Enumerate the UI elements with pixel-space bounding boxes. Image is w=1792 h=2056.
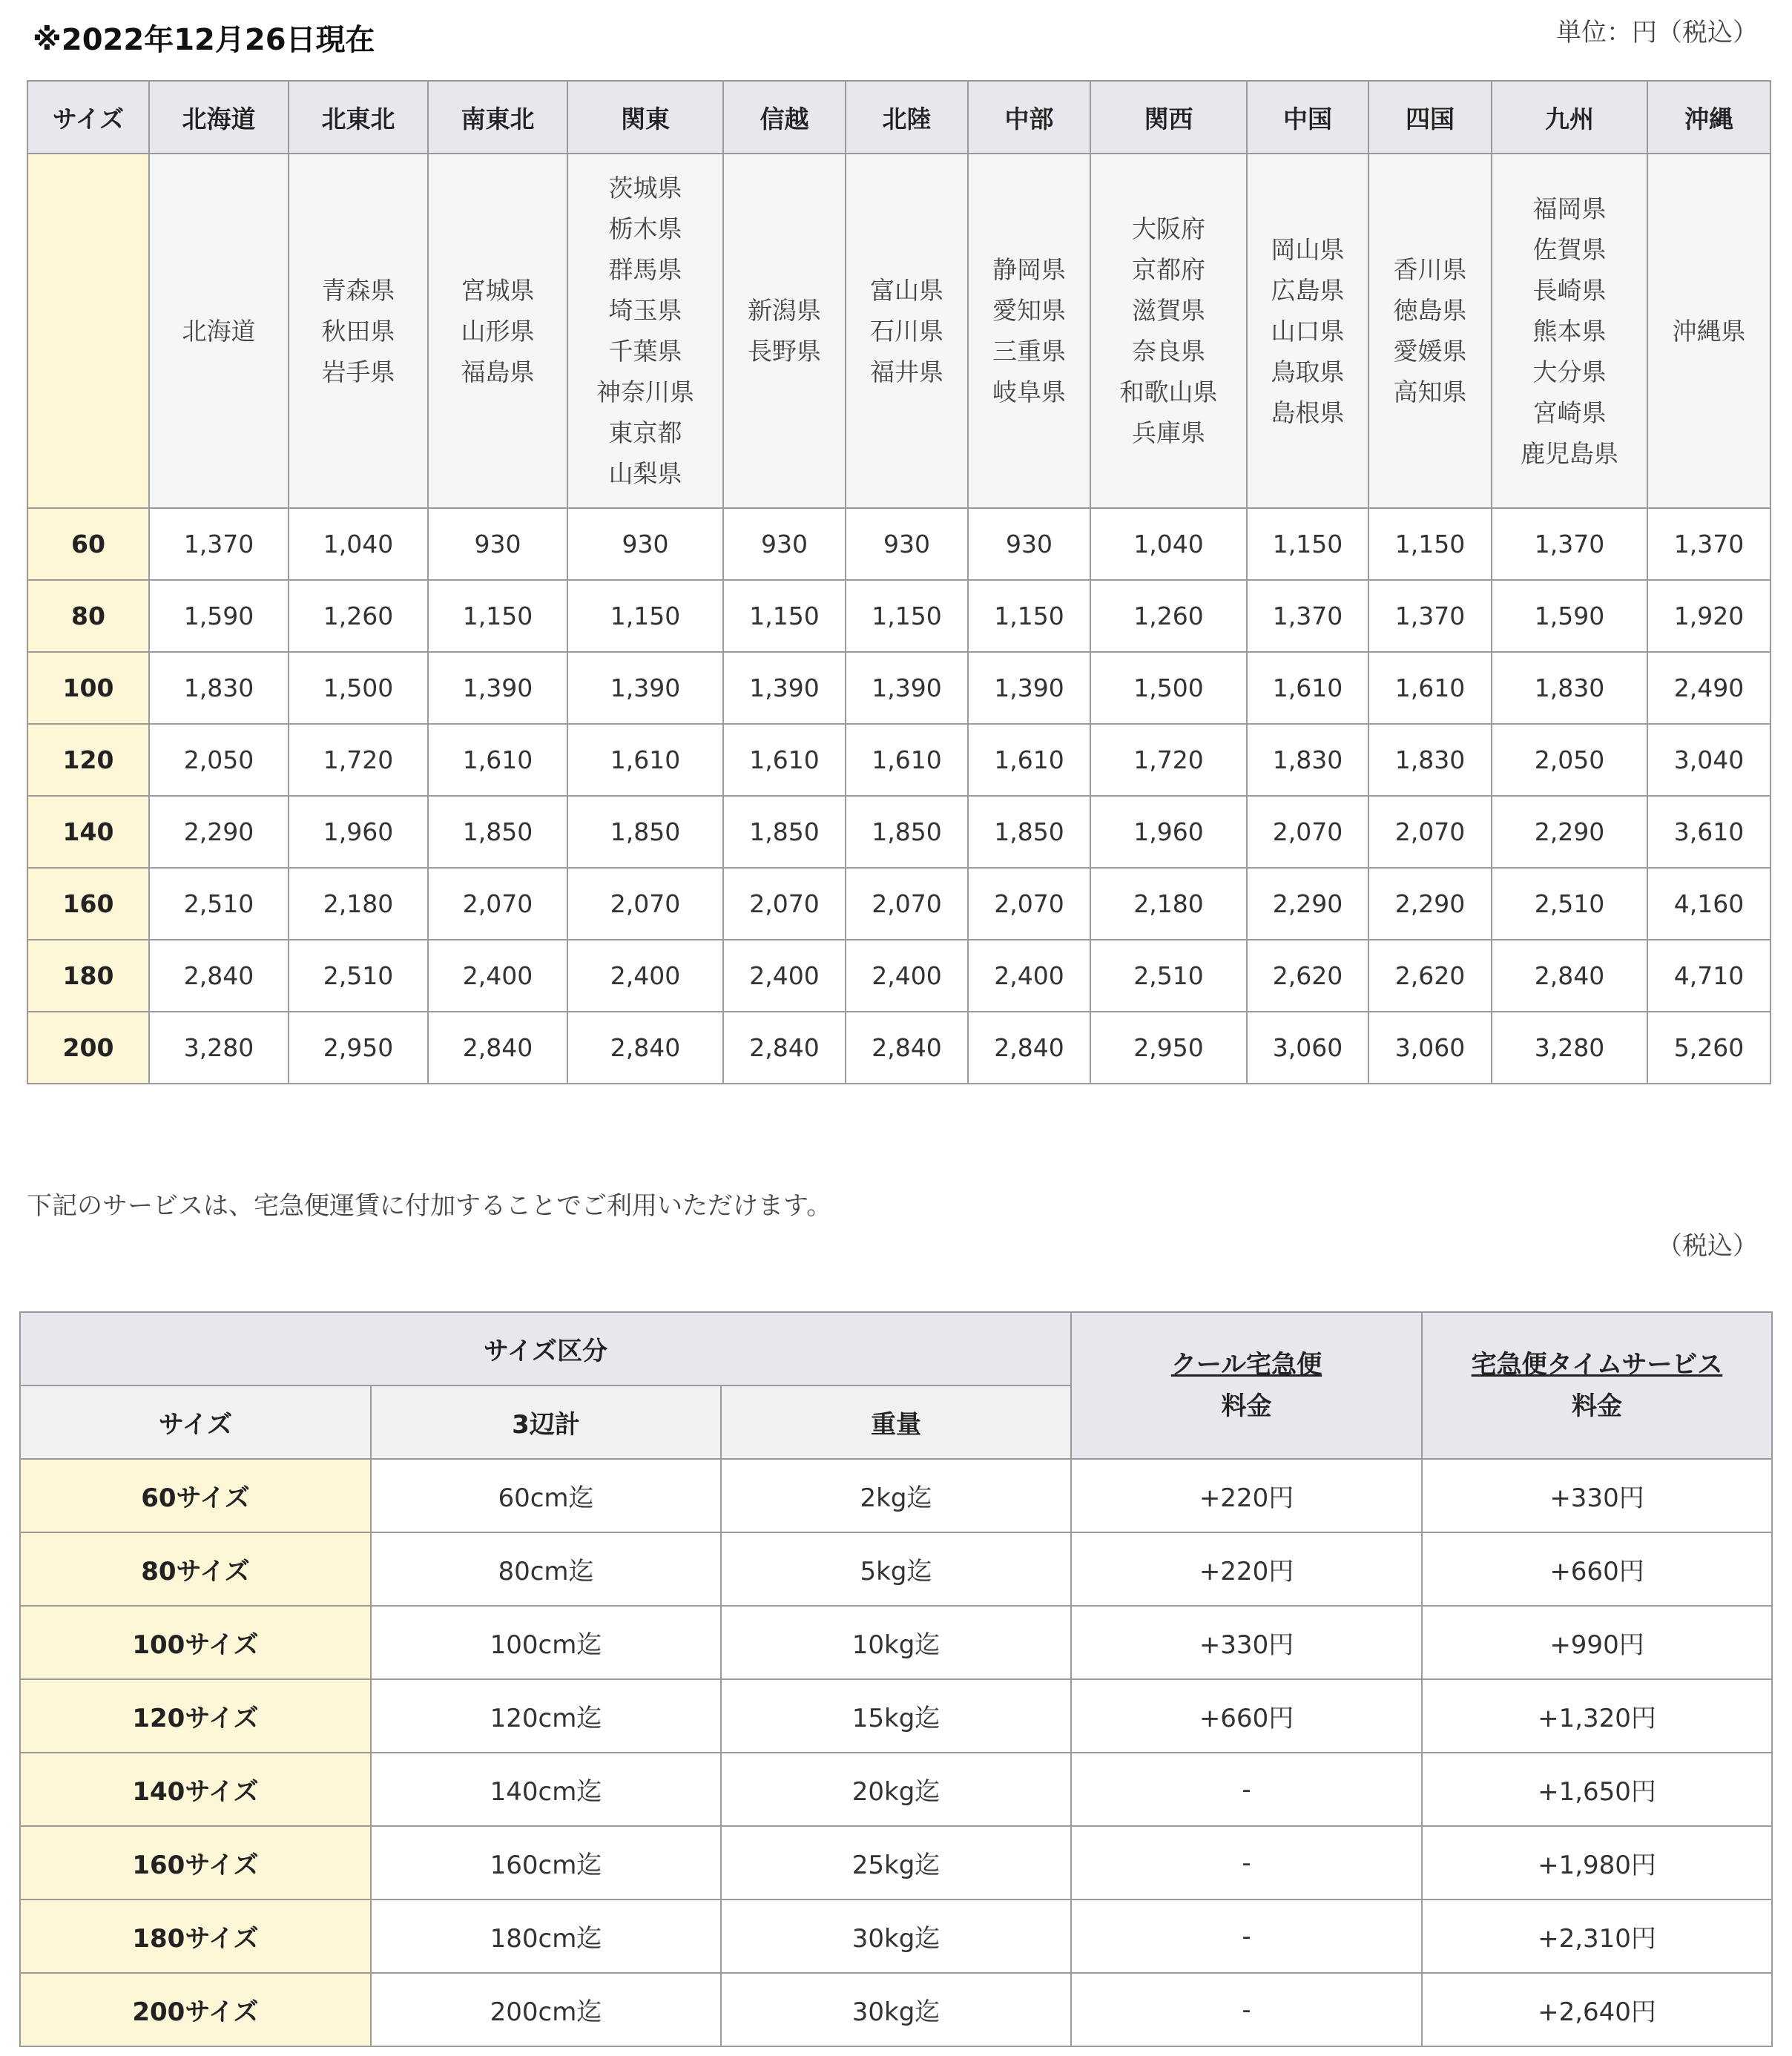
- option-size-cell: 80サイズ: [20, 1532, 371, 1606]
- prefecture-list-cell: [428, 154, 567, 508]
- rate-cell: 1,390: [968, 652, 1090, 724]
- rate-cell: 2,070: [1368, 796, 1492, 868]
- region-header: 関西: [1090, 81, 1247, 154]
- time-fee-cell: +330円: [1422, 1459, 1772, 1532]
- rate-cell: 1,610: [428, 724, 567, 796]
- rate-cell: 1,610: [723, 724, 846, 796]
- region-header: 北海道: [149, 81, 289, 154]
- prefecture-name: 神奈川県: [596, 378, 694, 406]
- rate-cell: 3,060: [1247, 1012, 1368, 1084]
- cool-fee-cell: +220円: [1071, 1532, 1422, 1606]
- rate-cell: 1,850: [968, 796, 1090, 868]
- weight-cell: 30kg迄: [721, 1900, 1071, 1973]
- rate-cell: 2,620: [1368, 940, 1492, 1012]
- rate-cell: 3,040: [1647, 724, 1770, 796]
- rate-cell: 2,400: [968, 940, 1090, 1012]
- size-cell: 60: [27, 508, 149, 580]
- rate-cell: 1,960: [1090, 796, 1247, 868]
- region-header: 北東北: [289, 81, 428, 154]
- rate-cell: 1,830: [1247, 724, 1368, 796]
- rate-cell: 1,500: [289, 652, 428, 724]
- rate-cell: 2,840: [846, 1012, 968, 1084]
- rate-row: [27, 580, 1770, 652]
- region-header: 沖縄: [1647, 81, 1770, 154]
- rate-table-header-row: [27, 81, 1770, 154]
- prefecture-list-cell: [968, 154, 1090, 508]
- prefecture-name: 鹿児島県: [1521, 438, 1618, 468]
- region-header: 中部: [968, 81, 1090, 154]
- prefecture-name: 宮崎県: [1532, 398, 1607, 427]
- rate-cell: 2,180: [1090, 868, 1247, 940]
- prefecture-name: 秋田県: [321, 316, 395, 346]
- rate-cell: 2,510: [149, 868, 289, 940]
- time-fee-cell: +2,310円: [1422, 1900, 1772, 1973]
- prefecture-name: 和歌山県: [1119, 378, 1218, 406]
- rate-cell: 1,040: [289, 508, 428, 580]
- prefecture-name: 大分県: [1532, 357, 1607, 386]
- option-row: [20, 1753, 1772, 1826]
- prefecture-name: 東京都: [608, 418, 682, 447]
- rate-cell: 2,840: [567, 1012, 723, 1084]
- prefecture-list-cell: [1368, 154, 1492, 508]
- rate-cell: 2,400: [428, 940, 567, 1012]
- region-header: 北陸: [846, 81, 968, 154]
- option-size-cell: 140サイズ: [20, 1753, 371, 1826]
- rate-cell: 2,400: [723, 940, 846, 1012]
- rate-row: [27, 1012, 1770, 1084]
- as-of-date: ※2022年12月26日現在: [33, 23, 375, 57]
- cool-fee-cell: +330円: [1071, 1606, 1422, 1679]
- weight-cell: 15kg迄: [721, 1679, 1071, 1753]
- rate-cell: 1,610: [567, 724, 723, 796]
- size-header: サイズ: [20, 1386, 371, 1459]
- prefecture-name: 静岡県: [992, 255, 1066, 284]
- size-cell: 160: [27, 868, 149, 940]
- prefecture-name: 島根県: [1271, 398, 1345, 427]
- rate-cell: 3,060: [1368, 1012, 1492, 1084]
- rate-cell: 1,390: [428, 652, 567, 724]
- option-service-table: [19, 1311, 1773, 2047]
- dimension-cell: 140cm迄: [371, 1753, 721, 1826]
- prefecture-name: 大阪府: [1132, 214, 1205, 243]
- option-size-cell: 180サイズ: [20, 1900, 371, 1973]
- size-cell: 180: [27, 940, 149, 1012]
- rate-cell: 2,840: [428, 1012, 567, 1084]
- rate-cell: 1,920: [1647, 580, 1770, 652]
- prefecture-list-cell: [723, 154, 846, 508]
- prefecture-name: 香川県: [1393, 255, 1467, 284]
- prefecture-name: 沖縄県: [1672, 316, 1746, 346]
- rate-header-size: サイズ: [27, 81, 149, 154]
- region-header: 南東北: [428, 81, 567, 154]
- rate-cell: 2,400: [846, 940, 968, 1012]
- option-row: [20, 1826, 1772, 1900]
- rate-cell: 1,370: [1247, 580, 1368, 652]
- rate-cell: 1,150: [846, 580, 968, 652]
- prefecture-name: 千葉県: [608, 337, 682, 366]
- weight-header: 重量: [721, 1386, 1071, 1459]
- option-row: [20, 1606, 1772, 1679]
- prefecture-name: 三重県: [992, 337, 1066, 366]
- size-cell: 80: [27, 580, 149, 652]
- rate-cell: 1,610: [968, 724, 1090, 796]
- rate-cell: 2,510: [1090, 940, 1247, 1012]
- rate-cell: 3,280: [1492, 1012, 1647, 1084]
- cool-fee-label: 料金: [1221, 1391, 1272, 1421]
- unit-label: 単位：円（税込）: [1556, 18, 1758, 47]
- weight-cell: 10kg迄: [721, 1606, 1071, 1679]
- rate-cell: 930: [428, 508, 567, 580]
- size-category-header: サイズ区分: [20, 1312, 1071, 1386]
- prefecture-name: 北海道: [182, 316, 256, 346]
- rate-cell: 2,070: [723, 868, 846, 940]
- dimension-cell: 100cm迄: [371, 1606, 721, 1679]
- rate-row: [27, 940, 1770, 1012]
- prefecture-list-cell: [846, 154, 968, 508]
- rate-cell: 1,150: [723, 580, 846, 652]
- option-size-cell: 60サイズ: [20, 1459, 371, 1532]
- rate-cell: 2,290: [1368, 868, 1492, 940]
- dimension-header: 3辺計: [371, 1386, 721, 1459]
- size-cell: 200: [27, 1012, 149, 1084]
- dimension-cell: 200cm迄: [371, 1973, 721, 2046]
- time-fee-cell: +990円: [1422, 1606, 1772, 1679]
- prefecture-name: 福岡県: [1532, 194, 1607, 223]
- rate-cell: 2,050: [1492, 724, 1647, 796]
- cool-fee-cell: +660円: [1071, 1679, 1422, 1753]
- rate-cell: 1,040: [1090, 508, 1247, 580]
- prefecture-name: 長崎県: [1532, 275, 1607, 305]
- rate-cell: 2,290: [149, 796, 289, 868]
- rate-cell: 1,390: [567, 652, 723, 724]
- time-service-header: [1422, 1312, 1772, 1459]
- rate-cell: 1,720: [289, 724, 428, 796]
- rate-cell: 1,610: [1247, 652, 1368, 724]
- option-size-cell: 200サイズ: [20, 1973, 371, 2046]
- prefecture-name: 徳島県: [1393, 296, 1467, 325]
- rate-cell: 2,290: [1492, 796, 1647, 868]
- rate-cell: 2,070: [846, 868, 968, 940]
- region-header: 中国: [1247, 81, 1368, 154]
- time-fee-cell: +2,640円: [1422, 1973, 1772, 2046]
- option-group-header-row: [20, 1312, 1772, 1386]
- cool-service-header: [1071, 1312, 1422, 1459]
- region-header: 九州: [1492, 81, 1647, 154]
- rate-cell: 1,850: [428, 796, 567, 868]
- prefecture-name: 滋賀県: [1132, 296, 1205, 325]
- rate-cell: 2,840: [968, 1012, 1090, 1084]
- rate-cell: 2,840: [723, 1012, 846, 1084]
- prefecture-name: 新潟県: [748, 296, 821, 325]
- prefecture-name: 長野県: [748, 337, 821, 366]
- rate-row: [27, 724, 1770, 796]
- rate-cell: 1,370: [1647, 508, 1770, 580]
- prefecture-name: 鳥取県: [1271, 357, 1345, 386]
- rate-cell: 1,610: [1368, 652, 1492, 724]
- region-header: 信越: [723, 81, 846, 154]
- rate-cell: 1,850: [846, 796, 968, 868]
- weight-cell: 30kg迄: [721, 1973, 1071, 2046]
- weight-cell: 2kg迄: [721, 1459, 1071, 1532]
- option-row: [20, 1532, 1772, 1606]
- option-size-cell: 120サイズ: [20, 1679, 371, 1753]
- prefecture-name: 富山県: [870, 275, 943, 305]
- size-cell: 100: [27, 652, 149, 724]
- rate-cell: 1,370: [1368, 580, 1492, 652]
- prefecture-name: 佐賀県: [1532, 234, 1607, 264]
- rate-cell: 2,620: [1247, 940, 1368, 1012]
- region-header: 四国: [1368, 81, 1492, 154]
- prefecture-list-cell: [1090, 154, 1247, 508]
- rate-cell: 1,850: [723, 796, 846, 868]
- weight-cell: 20kg迄: [721, 1753, 1071, 1826]
- prefecture-name: 岐阜県: [992, 378, 1066, 406]
- rate-cell: 1,850: [567, 796, 723, 868]
- dimension-cell: 120cm迄: [371, 1679, 721, 1753]
- rate-cell: 1,590: [1492, 580, 1647, 652]
- cool-takkyubin-link[interactable]: クール宅急便: [1170, 1350, 1322, 1380]
- option-row: [20, 1900, 1772, 1973]
- prefecture-list-cell: [149, 154, 289, 508]
- rate-cell: 5,260: [1647, 1012, 1770, 1084]
- rate-cell: 930: [723, 508, 846, 580]
- rate-cell: 2,840: [1492, 940, 1647, 1012]
- prefecture-row: [27, 154, 1770, 508]
- prefecture-name: 京都府: [1132, 255, 1205, 284]
- prefecture-name: 福井県: [870, 357, 943, 386]
- rate-cell: 2,070: [968, 868, 1090, 940]
- time-service-link[interactable]: 宅急便タイムサービス: [1471, 1350, 1723, 1380]
- cool-fee-cell: -: [1071, 1900, 1422, 1973]
- prefecture-list-cell: [567, 154, 723, 508]
- rate-cell: 1,260: [289, 580, 428, 652]
- size-cell: 120: [27, 724, 149, 796]
- shipping-rate-table: [27, 80, 1771, 1084]
- dimension-cell: 60cm迄: [371, 1459, 721, 1532]
- rate-cell: 1,960: [289, 796, 428, 868]
- time-fee-cell: +660円: [1422, 1532, 1772, 1606]
- size-cell: 140: [27, 796, 149, 868]
- prefecture-name: 山梨県: [608, 459, 682, 488]
- prefecture-row-size-cell: [27, 154, 149, 508]
- rate-cell: 2,400: [567, 940, 723, 1012]
- service-note: 下記のサービスは、宅急便運賃に付加することでご利用いただけます。: [27, 1191, 832, 1221]
- prefecture-name: 栃木県: [608, 214, 682, 243]
- prefecture-name: 愛知県: [992, 296, 1066, 325]
- cool-fee-cell: +220円: [1071, 1459, 1422, 1532]
- rate-cell: 1,260: [1090, 580, 1247, 652]
- rate-cell: 930: [567, 508, 723, 580]
- rate-row: [27, 508, 1770, 580]
- rate-cell: 4,710: [1647, 940, 1770, 1012]
- weight-cell: 25kg迄: [721, 1826, 1071, 1900]
- rate-cell: 2,180: [289, 868, 428, 940]
- cool-fee-cell: -: [1071, 1753, 1422, 1826]
- prefecture-name: 岩手県: [321, 357, 395, 386]
- prefecture-name: 奈良県: [1132, 337, 1205, 366]
- prefecture-name: 石川県: [870, 316, 943, 346]
- rate-cell: 3,280: [149, 1012, 289, 1084]
- rate-cell: 1,150: [1247, 508, 1368, 580]
- prefecture-name: 青森県: [321, 275, 395, 305]
- rate-cell: 930: [968, 508, 1090, 580]
- prefecture-name: 兵庫県: [1132, 418, 1205, 447]
- time-fee-cell: +1,980円: [1422, 1826, 1772, 1900]
- prefecture-list-cell: [289, 154, 428, 508]
- rate-cell: 1,390: [723, 652, 846, 724]
- option-row: [20, 1679, 1772, 1753]
- prefecture-name: 福島県: [461, 357, 535, 386]
- rate-cell: 930: [846, 508, 968, 580]
- rate-row: [27, 796, 1770, 868]
- rate-cell: 1,590: [149, 580, 289, 652]
- rate-cell: 1,500: [1090, 652, 1247, 724]
- rate-cell: 2,070: [428, 868, 567, 940]
- option-row: [20, 1973, 1772, 2046]
- rate-cell: 2,070: [1247, 796, 1368, 868]
- rate-cell: 2,050: [149, 724, 289, 796]
- dimension-cell: 80cm迄: [371, 1532, 721, 1606]
- rate-cell: 2,290: [1247, 868, 1368, 940]
- rate-cell: 2,950: [289, 1012, 428, 1084]
- dimension-cell: 160cm迄: [371, 1826, 721, 1900]
- rate-cell: 2,490: [1647, 652, 1770, 724]
- prefecture-name: 茨城県: [608, 174, 682, 202]
- rate-cell: 1,830: [1492, 652, 1647, 724]
- weight-cell: 5kg迄: [721, 1532, 1071, 1606]
- prefecture-name: 埼玉県: [608, 296, 682, 325]
- time-fee-cell: +1,320円: [1422, 1679, 1772, 1753]
- rate-cell: 2,840: [149, 940, 289, 1012]
- prefecture-list-cell: [1492, 154, 1647, 508]
- rate-cell: 1,720: [1090, 724, 1247, 796]
- time-fee-label: 料金: [1572, 1391, 1623, 1421]
- dimension-cell: 180cm迄: [371, 1900, 721, 1973]
- prefecture-name: 熊本県: [1532, 316, 1607, 346]
- rate-cell: 2,950: [1090, 1012, 1247, 1084]
- rate-cell: 2,510: [1492, 868, 1647, 940]
- prefecture-name: 高知県: [1393, 378, 1467, 406]
- rate-cell: 1,150: [428, 580, 567, 652]
- rate-cell: 2,070: [567, 868, 723, 940]
- prefecture-name: 愛媛県: [1393, 337, 1467, 366]
- rate-row: [27, 868, 1770, 940]
- rate-cell: 1,390: [846, 652, 968, 724]
- rate-cell: 2,510: [289, 940, 428, 1012]
- prefecture-list-cell: [1647, 154, 1770, 508]
- prefecture-name: 山形県: [461, 316, 535, 346]
- rate-cell: 1,830: [1368, 724, 1492, 796]
- time-fee-cell: +1,650円: [1422, 1753, 1772, 1826]
- rate-cell: 1,610: [846, 724, 968, 796]
- prefecture-name: 宮城県: [461, 275, 535, 305]
- rate-cell: 1,370: [149, 508, 289, 580]
- region-header: 関東: [567, 81, 723, 154]
- prefecture-name: 岡山県: [1271, 234, 1345, 264]
- cool-fee-cell: -: [1071, 1973, 1422, 2046]
- rate-cell: 4,160: [1647, 868, 1770, 940]
- rate-cell: 1,830: [149, 652, 289, 724]
- prefecture-list-cell: [1247, 154, 1368, 508]
- rate-cell: 3,610: [1647, 796, 1770, 868]
- rate-row: [27, 652, 1770, 724]
- rate-cell: 1,370: [1492, 508, 1647, 580]
- option-row: [20, 1459, 1772, 1532]
- cool-fee-cell: -: [1071, 1826, 1422, 1900]
- prefecture-name: 群馬県: [608, 255, 682, 284]
- rate-cell: 1,150: [1368, 508, 1492, 580]
- option-size-cell: 160サイズ: [20, 1826, 371, 1900]
- rate-cell: 1,150: [968, 580, 1090, 652]
- rate-cell: 1,150: [567, 580, 723, 652]
- prefecture-name: 広島県: [1271, 275, 1345, 305]
- option-size-cell: 100サイズ: [20, 1606, 371, 1679]
- unit-label-tax: （税込）: [1657, 1231, 1758, 1261]
- prefecture-name: 山口県: [1271, 316, 1345, 346]
